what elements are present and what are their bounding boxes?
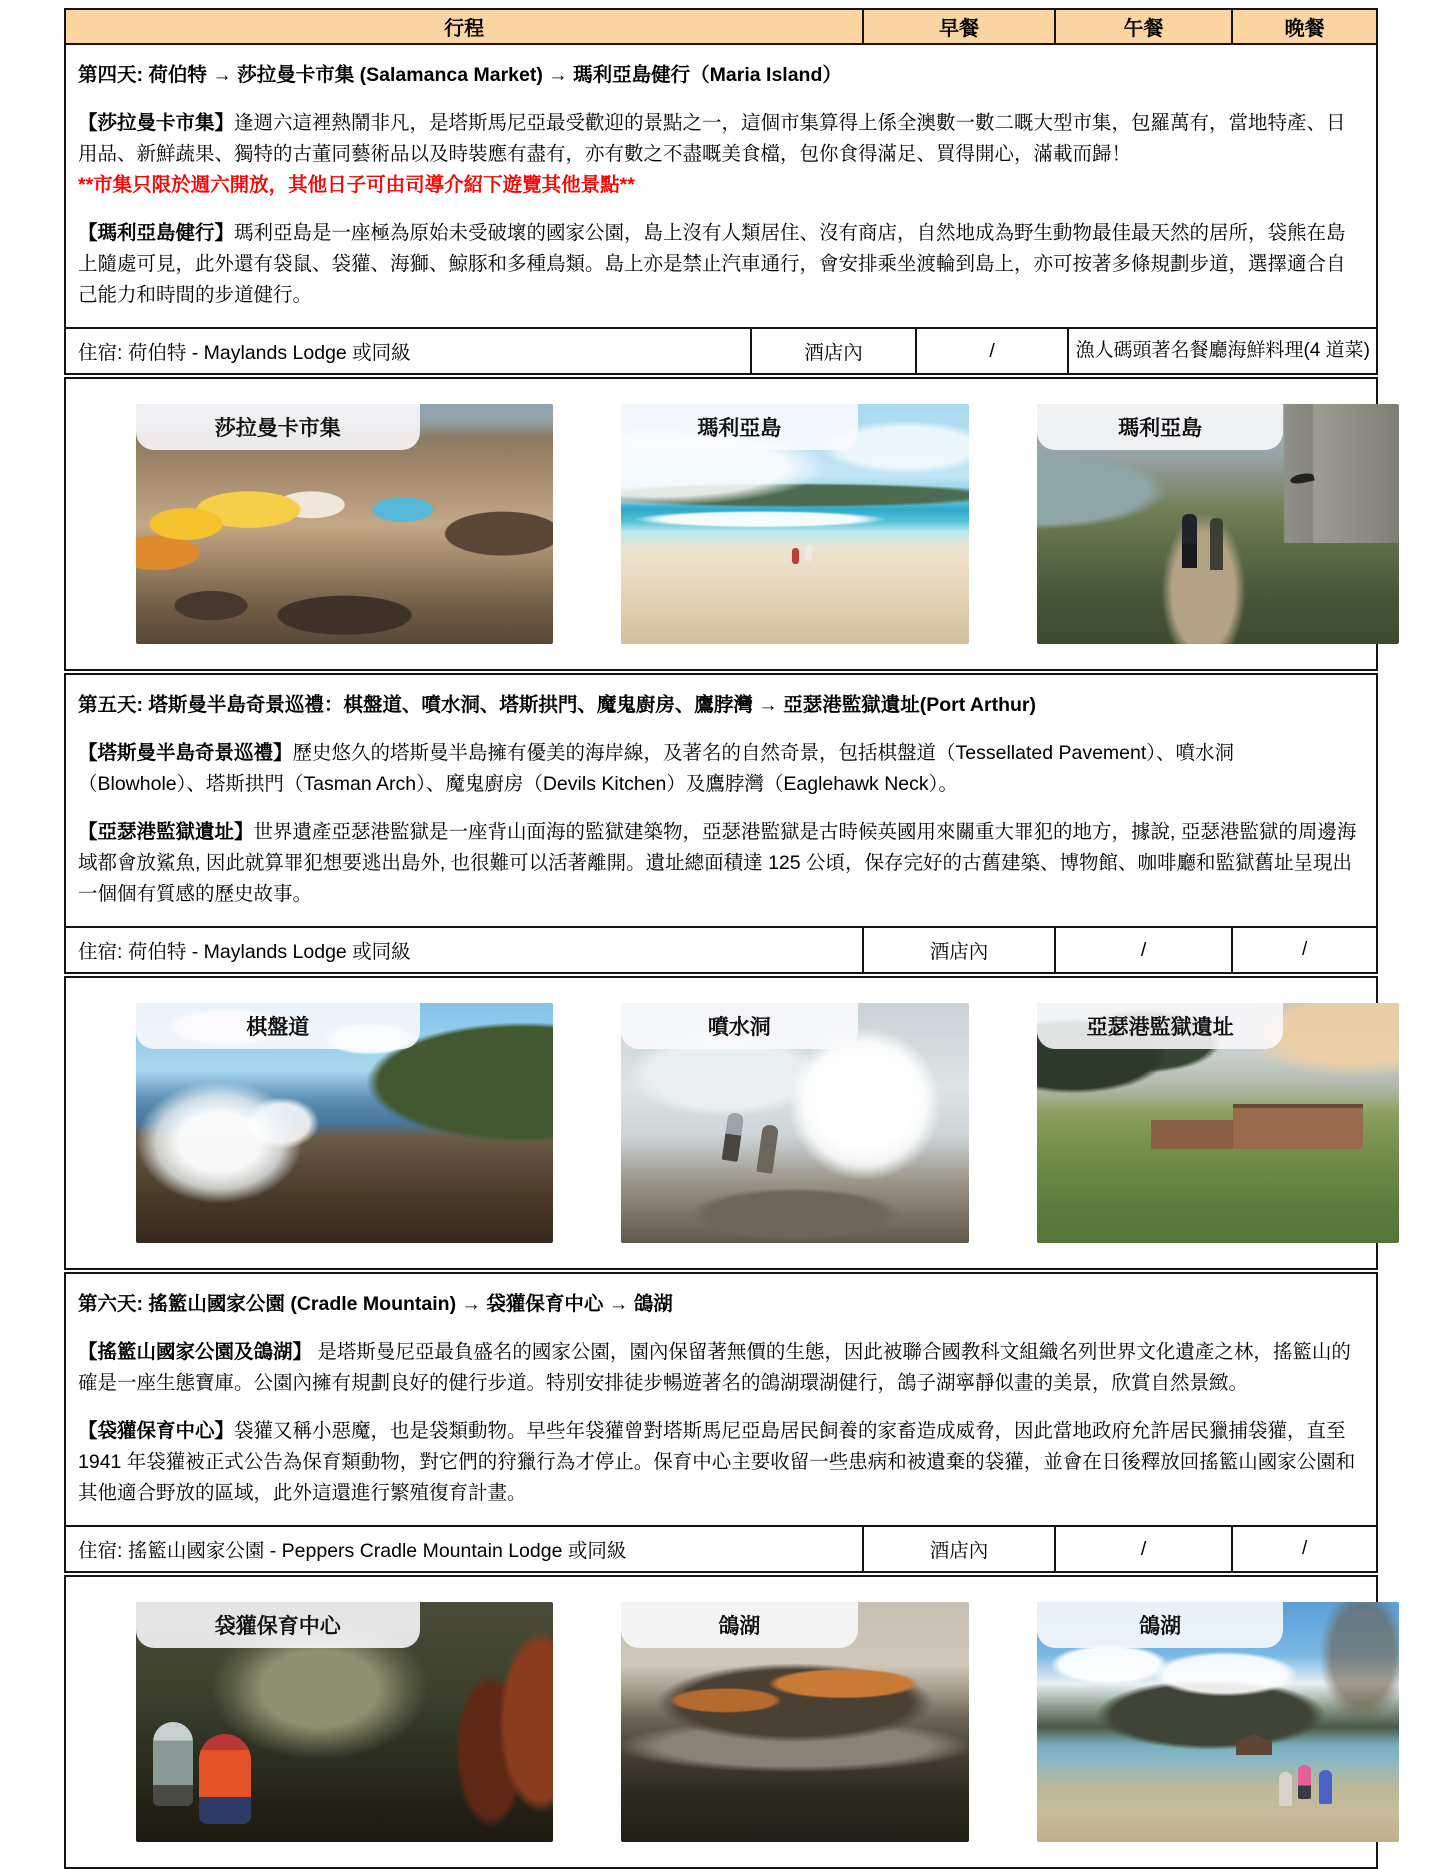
photo-label-salamanca: 莎拉曼卡市集 — [136, 404, 420, 450]
day4-description — [66, 45, 1376, 327]
day6-description — [66, 1274, 1376, 1525]
photo-tessellated-pavement — [136, 1003, 553, 1243]
day6-photo-gallery — [64, 1575, 1378, 1869]
day5-lunch-cell: / — [1054, 928, 1232, 972]
photo-port-arthur — [1037, 1003, 1399, 1243]
photo-label-maria-island-1: 瑪利亞島 — [621, 404, 858, 450]
day6-accommodation-row — [66, 1525, 1376, 1571]
day6-title: 第六天: 搖籃山國家公園 (Cradle Mountain) → 袋獾保育中心 → 鴿湖 — [78, 1293, 673, 1315]
table-header-row — [64, 8, 1378, 45]
market-saturday-note: **市集只限於週六開放，其他日子可由司導介紹下遊覽其他景點** — [78, 174, 635, 196]
day5-paragraph-port-arthur: 【亞瑟港監獄遺址】世界遺產亞瑟港監獄是一座背山面海的監獄建築物，亞瑟港監獄是古時候英國用來關重大罪犯的地方，據說, 亞瑟港監獄的周邊海域都會放鯊魚, 因此就算罪犯想要逃出島外, 也很難可以活著離開。遺址總面積達 125 公頃，保存完好的古舊建築、博物館、咖啡廳和監獄舊址呈現出一個個有質感的歷史故事。 — [78, 821, 1357, 905]
photo-label-dove-lake-2: 鴿湖 — [1037, 1602, 1283, 1648]
column-header-lunch: 午餐 — [1054, 10, 1232, 43]
photo-label-devil-sanctuary: 袋獾保育中心 — [136, 1602, 420, 1648]
photo-label-tessellated-pavement: 棋盤道 — [136, 1003, 420, 1049]
day6-paragraph-cradle-mountain: 【搖籃山國家公園及鴿湖】 是塔斯曼尼亞最負盛名的國家公園，園內保留著無價的生態，因此被聯合國教科文組織名列世界文化遺產之林，搖籃山的確是一座生態寶庫。公園內擁有規劃良好的健行步道。特別安排徒步暢遊著名的鴿湖環湖健行，鴿子湖寧靜似畫的美景，欣賞自然景緻。 — [78, 1341, 1351, 1394]
day5-description — [66, 675, 1376, 926]
day5-dinner-cell: / — [1231, 928, 1376, 972]
photo-salamanca-market — [136, 404, 553, 644]
day6-hotel-cell: 住宿: 搖籃山國家公園 - Peppers Cradle Mountain Lodge 或同級 — [78, 1540, 627, 1562]
day4-paragraph-maria-island: 【瑪利亞島健行】瑪利亞島是一座極為原始未受破壞的國家公園，島上沒有人類居住、沒有商店，自然地成為野生動物最佳最天然的居所，袋熊在島上隨處可見，此外還有袋鼠、袋獾、海獅、鯨豚和多種鳥類。島上亦是禁止汽車通行，會安排乘坐渡輪到島上，亦可按著多條規劃步道，選擇適合自己能力和時間的步道健行。 — [78, 222, 1346, 306]
day6-dinner-cell: / — [1231, 1527, 1376, 1571]
day4-paragraph-salamanca: 【莎拉曼卡市集】逢週六這裡熱鬧非凡，是塔斯馬尼亞最受歡迎的景點之一，這個市集算得上係全澳數一數二嘅大型市集，包羅萬有，當地特產、日用品、新鮮蔬果、獨特的古董同藝術品以及時裝應有盡有，亦有數之不盡嘅美食檔，包你食得滿足、買得開心，滿載而歸！ — [78, 112, 1346, 165]
photo-label-port-arthur: 亞瑟港監獄遺址 — [1037, 1003, 1283, 1049]
day4-section — [64, 43, 1378, 375]
day5-photo-gallery — [64, 976, 1378, 1270]
day6-lunch-cell: / — [1054, 1527, 1232, 1571]
day6-breakfast-cell: 酒店內 — [862, 1527, 1054, 1571]
photo-maria-island-beach — [621, 404, 969, 644]
column-header-dinner: 晚餐 — [1231, 10, 1376, 43]
photo-label-blowhole: 噴水洞 — [621, 1003, 858, 1049]
photo-label-maria-island-2: 瑪利亞島 — [1037, 404, 1283, 450]
day4-lunch-cell: / — [915, 329, 1068, 373]
photo-label-dove-lake-1: 鴿湖 — [621, 1602, 858, 1648]
day5-hotel-cell: 住宿: 荷伯特 - Maylands Lodge 或同級 — [78, 941, 411, 963]
day5-title: 第五天: 塔斯曼半島奇景巡禮：棋盤道、噴水洞、塔斯拱門、魔鬼廚房、鷹脖灣 → 亞瑟港監獄遺址(Port Arthur) — [78, 694, 1037, 716]
day4-hotel-cell: 住宿: 荷伯特 - Maylands Lodge 或同級 — [78, 342, 411, 364]
day5-accommodation-row — [66, 926, 1376, 972]
column-header-breakfast: 早餐 — [862, 10, 1054, 43]
day5-breakfast-cell: 酒店內 — [862, 928, 1054, 972]
day4-breakfast-cell: 酒店內 — [750, 329, 915, 373]
day5-paragraph-tasman-peninsula: 【塔斯曼半島奇景巡禮】歷史悠久的塔斯曼半島擁有優美的海岸線，及著名的自然奇景，包括棋盤道（Tessellated Pavement）、噴水洞（Blowhole）、塔斯拱門（Tasman Arch）、魔鬼廚房（Devils Kitchen）及鷹脖灣（Eaglehawk Neck）。 — [78, 742, 1235, 795]
day4-dinner-cell: 漁人碼頭著名 餐廳海鮮料理 (4 道菜) — [1067, 329, 1376, 373]
day4-accommodation-row — [66, 327, 1376, 373]
column-header-itinerary: 行程 — [444, 18, 485, 40]
photo-maria-island-walk — [1037, 404, 1399, 644]
day6-section — [64, 1272, 1378, 1573]
photo-dove-lake-dusk — [621, 1602, 969, 1842]
photo-blowhole — [621, 1003, 969, 1243]
day4-photo-gallery — [64, 377, 1378, 671]
photo-devil-sanctuary — [136, 1602, 553, 1842]
photo-dove-lake-day — [1037, 1602, 1399, 1842]
itinerary-document — [64, 8, 1378, 1869]
day4-title: 第四天: 荷伯特 → 莎拉曼卡市集 (Salamanca Market) → 瑪利亞島健行（Maria Island） — [78, 64, 842, 86]
day6-paragraph-devil-sanctuary: 【袋獾保育中心】袋獾又稱小惡魔，也是袋類動物。早些年袋獾曾對塔斯馬尼亞島居民飼養的家畜造成威脅，因此當地政府允許居民獵捕袋獾，直至 1941 年袋獾被正式公告為保育類動物，對它們的狩獵行為才停止。保育中心主要收留一些患病和被遺棄的袋獾，並會在日後釋放回搖籃山國家公園和其他適合野放的區域，此外這還進行繁殖復育計畫。 — [78, 1420, 1356, 1504]
day5-section — [64, 673, 1378, 974]
